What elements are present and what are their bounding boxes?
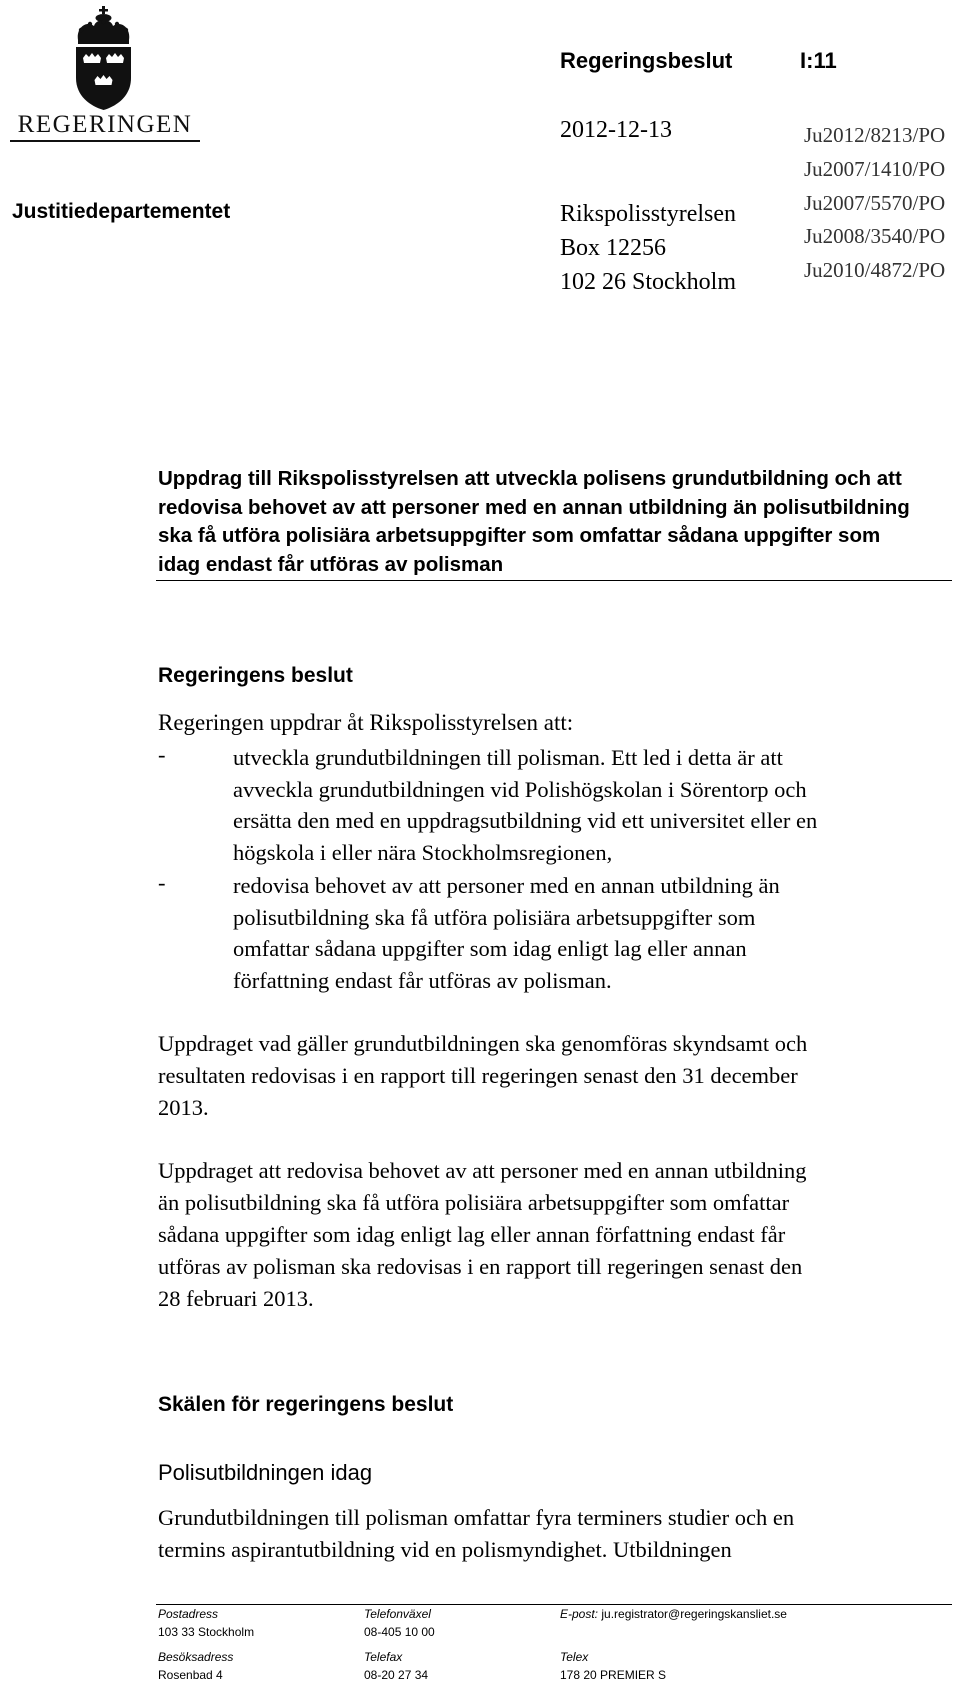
footer-telefonvaxel [364, 1607, 435, 1639]
document-type: Regeringsbeslut [560, 48, 733, 73]
reference-number: Ju2010/4872/PO [804, 258, 946, 283]
decision-bullet [158, 870, 958, 1010]
document-date: 2012-12-13 [560, 117, 672, 143]
subject-line: idag endast får utföras av polisman [158, 552, 504, 576]
text-line: avveckla grundutbildningen vid Polishögskolan i Sörentorp och [233, 776, 807, 802]
recipient-address [560, 197, 736, 299]
bullet-text [233, 742, 953, 868]
text-line: författning endast får utföras av polisman. [233, 967, 612, 993]
footer-value: 178 20 PREMIER S [560, 1668, 667, 1682]
footer-value: 08-405 10 00 [364, 1625, 435, 1639]
text-line: redovisa behovet av att personer med en annan utbildning än [233, 873, 780, 898]
bullet-dash: - [158, 742, 166, 767]
reference-number: Ju2007/5570/PO [804, 190, 946, 215]
text-line: polisutbildning ska få utföra polisiära arbetsuppgifter som [233, 904, 756, 930]
decision-paragraph-2 [158, 1155, 958, 1315]
text-line: termins aspirantutbildning vid en polismyndighet. Utbildningen [158, 1537, 732, 1562]
text-line: Uppdraget att redovisa behovet av att personer med en annan utbildning [158, 1158, 807, 1183]
subject-heading [158, 465, 948, 579]
footer-telefax [364, 1650, 428, 1682]
recipient-box: Box 12256 [560, 235, 667, 261]
subject-line: ska få utföra polisiära arbetsuppgifter som omfattar sådana uppgifter som [158, 524, 881, 547]
subject-line: redovisa behovet av att personer med en annan utbildning än polisutbildning [158, 495, 910, 519]
reasons-paragraph [158, 1502, 958, 1566]
footer-email[interactable]: ju.registrator@regeringskansliet.se [601, 1607, 787, 1621]
footer-postadress [158, 1607, 254, 1639]
bullet-text [233, 870, 953, 996]
reference-number: Ju2007/1410/PO [804, 156, 946, 181]
text-line: ersätta den med en uppdragsutbildning vid ett universitet eller en [233, 808, 818, 833]
reasons-heading: Skälen för regeringens beslut [158, 1393, 454, 1416]
reference-number: Ju2008/3540/PO [804, 224, 946, 249]
footer-epost [560, 1607, 787, 1621]
text-line: 28 februari 2013. [158, 1286, 314, 1311]
decision-paragraph-1 [158, 1028, 958, 1124]
reference-numbers [804, 119, 945, 288]
text-line: sådana uppgifter som idag enligt lag eller annan författning endast får [158, 1222, 786, 1247]
text-line: än polisutbildning ska få utföra polisiära arbetsuppgifter som omfattar [158, 1190, 790, 1215]
footer-value: 103 33 Stockholm [158, 1625, 255, 1639]
crown-shield-icon [10, 4, 200, 144]
department-name: Justitiedepartementet [12, 200, 231, 223]
recipient-city: 102 26 Stockholm [560, 269, 737, 295]
footer-value: Rosenbad 4 [158, 1668, 223, 1682]
footer-label: Telefax [364, 1650, 403, 1664]
text-line: 2013. [158, 1095, 209, 1120]
decision-intro: Regeringen uppdrar åt Rikspolisstyrelsen att: [158, 710, 574, 735]
text-line: utveckla grundutbildningen till polisman. Ett led i detta är att [233, 745, 783, 770]
government-logo [10, 4, 200, 144]
subject-divider [156, 580, 952, 581]
text-line: resultaten redovisas i en rapport till regeringen senast den 31 december [158, 1063, 798, 1088]
footer-value: 08-20 27 34 [364, 1668, 429, 1682]
footer-label: Besöksadress [158, 1650, 234, 1664]
logo-wordmark: REGERINGEN [17, 111, 193, 138]
text-line: omfattar sådana uppgifter som idag enligt lag eller annan [233, 936, 747, 961]
decision-heading: Regeringens beslut [158, 664, 353, 687]
text-line: högskola i eller nära Stockholmsregionen, [233, 839, 613, 865]
footer-divider [156, 1604, 952, 1605]
footer-label: Postadress [158, 1607, 219, 1621]
footer-label: Telefonväxel [364, 1607, 431, 1621]
bullet-dash: - [158, 870, 166, 895]
footer-telex [560, 1650, 666, 1682]
reasons-subheading: Polisutbildningen idag [158, 1460, 373, 1485]
text-line: utföras av polisman ska redovisas i en rapport till regeringen senast den [158, 1254, 803, 1279]
reference-number: Ju2012/8213/PO [804, 123, 946, 147]
text-line: Uppdraget vad gäller grundutbildningen ska genomföras skyndsamt och [158, 1031, 808, 1056]
recipient-name: Rikspolisstyrelsen [560, 201, 737, 227]
subject-line: Uppdrag till Rikspolisstyrelsen att utveckla polisens grundutbildning och att [158, 467, 902, 490]
footer-label: E-post: [560, 1607, 599, 1621]
footer-label: Telex [560, 1650, 589, 1664]
document-number: I:11 [800, 48, 837, 73]
footer-besoksadress [158, 1650, 233, 1682]
text-line: Grundutbildningen till polisman omfattar fyra terminers studier och en [158, 1505, 795, 1530]
